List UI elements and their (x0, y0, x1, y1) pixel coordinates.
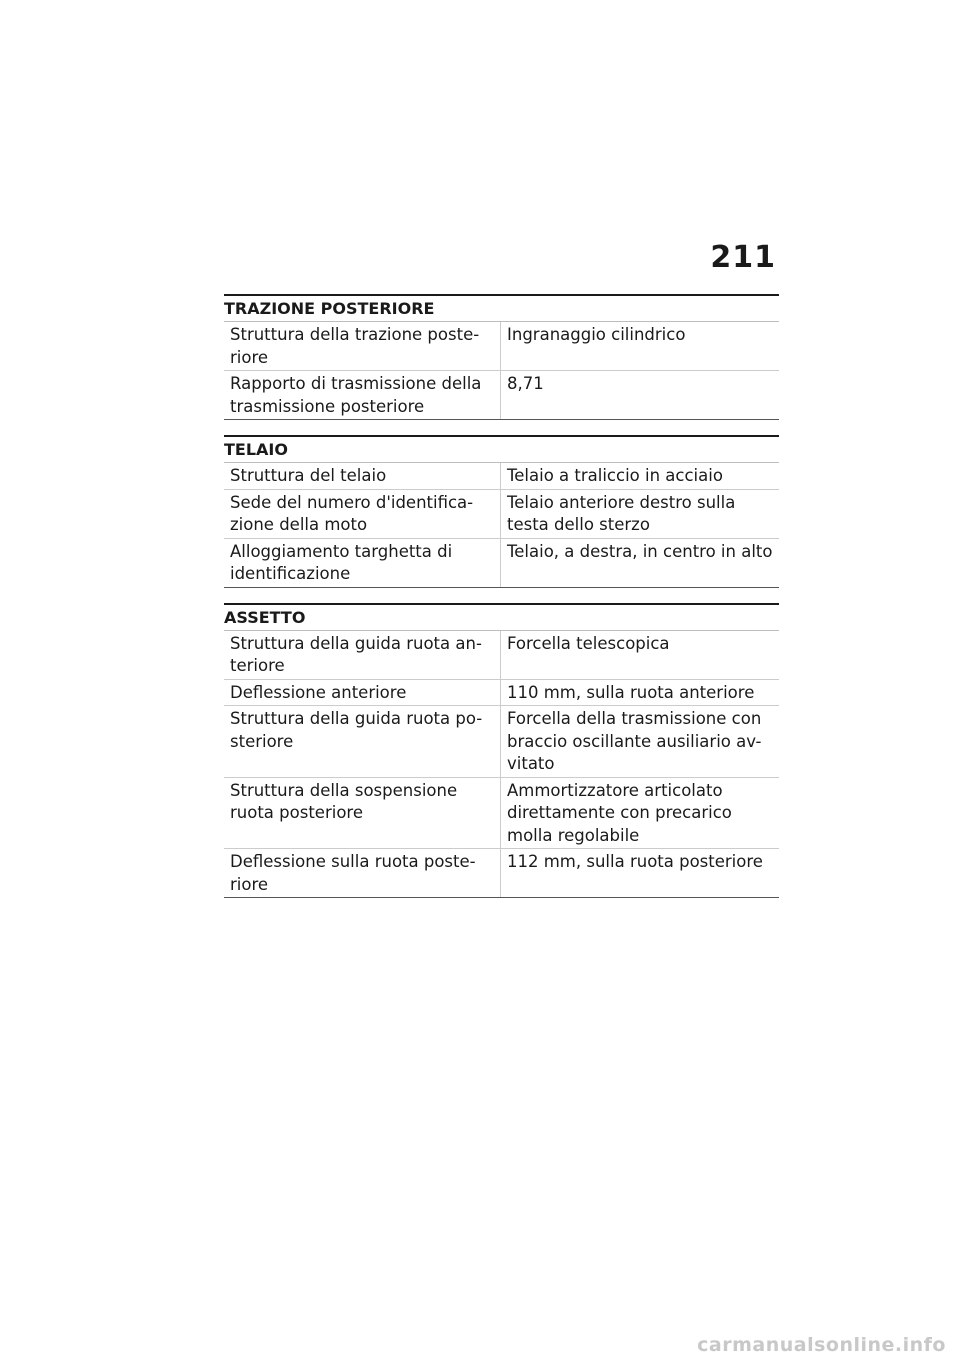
row-value: 8,71 (507, 374, 544, 393)
row-label: Struttura della trazione poste- riore (224, 322, 501, 370)
table-row (224, 849, 779, 897)
spec-content (224, 294, 779, 913)
spec-table (224, 322, 779, 420)
row-label: Deflessione anteriore (224, 680, 501, 706)
row-value: Telaio, a destra, in centro in alto (507, 541, 773, 561)
row-label: Struttura del telaio (224, 463, 501, 489)
row-value: Forcella della trasmissione con braccio oscillante ausiliario av- vitato (507, 709, 762, 773)
spec-table (224, 463, 779, 588)
table-row (224, 371, 779, 419)
table-row (224, 778, 779, 850)
row-label: Rapporto di trasmissione della trasmissione posteriore (224, 371, 501, 419)
row-label: Struttura della sospensione ruota posteriore (224, 778, 501, 849)
table-row (224, 463, 779, 490)
table-row (224, 490, 779, 539)
table-row (224, 539, 779, 587)
row-label: Struttura della guida ruota an- teriore (224, 631, 501, 679)
section-telaio (224, 435, 779, 588)
table-row (224, 680, 779, 707)
table-row (224, 631, 779, 680)
table-row (224, 706, 779, 778)
section-title: ASSETTO (224, 603, 779, 631)
row-label: Alloggiamento targhetta di identificazione (224, 539, 501, 587)
row-value: 112 mm, sulla ruota posteriore (507, 852, 763, 871)
spec-table (224, 631, 779, 899)
row-label: Sede del numero d'identifica- zione della moto (224, 490, 501, 538)
row-label: Deflessione sulla ruota poste- riore (224, 849, 501, 897)
section-title: TRAZIONE POSTERIORE (224, 294, 779, 322)
section-trazione-posteriore (224, 294, 779, 420)
watermark: carmanualsonline.info (697, 1334, 946, 1356)
row-value: Forcella telescopica (507, 633, 670, 653)
table-row (224, 322, 779, 371)
row-value: Ingranaggio cilindrico (507, 325, 686, 344)
page-number: 211 (710, 240, 776, 275)
row-value: Telaio anteriore destro sulla testa dello sterzo (507, 492, 736, 534)
row-label: Struttura della guida ruota po- steriore (224, 706, 501, 777)
row-value: Telaio a traliccio in acciaio (507, 466, 723, 485)
row-value: Ammortizzatore articolato direttamente con precarico molla regolabile (507, 780, 732, 845)
row-value: 110 mm, sulla ruota anteriore (507, 682, 755, 702)
section-assetto (224, 603, 779, 899)
section-title: TELAIO (224, 435, 779, 463)
